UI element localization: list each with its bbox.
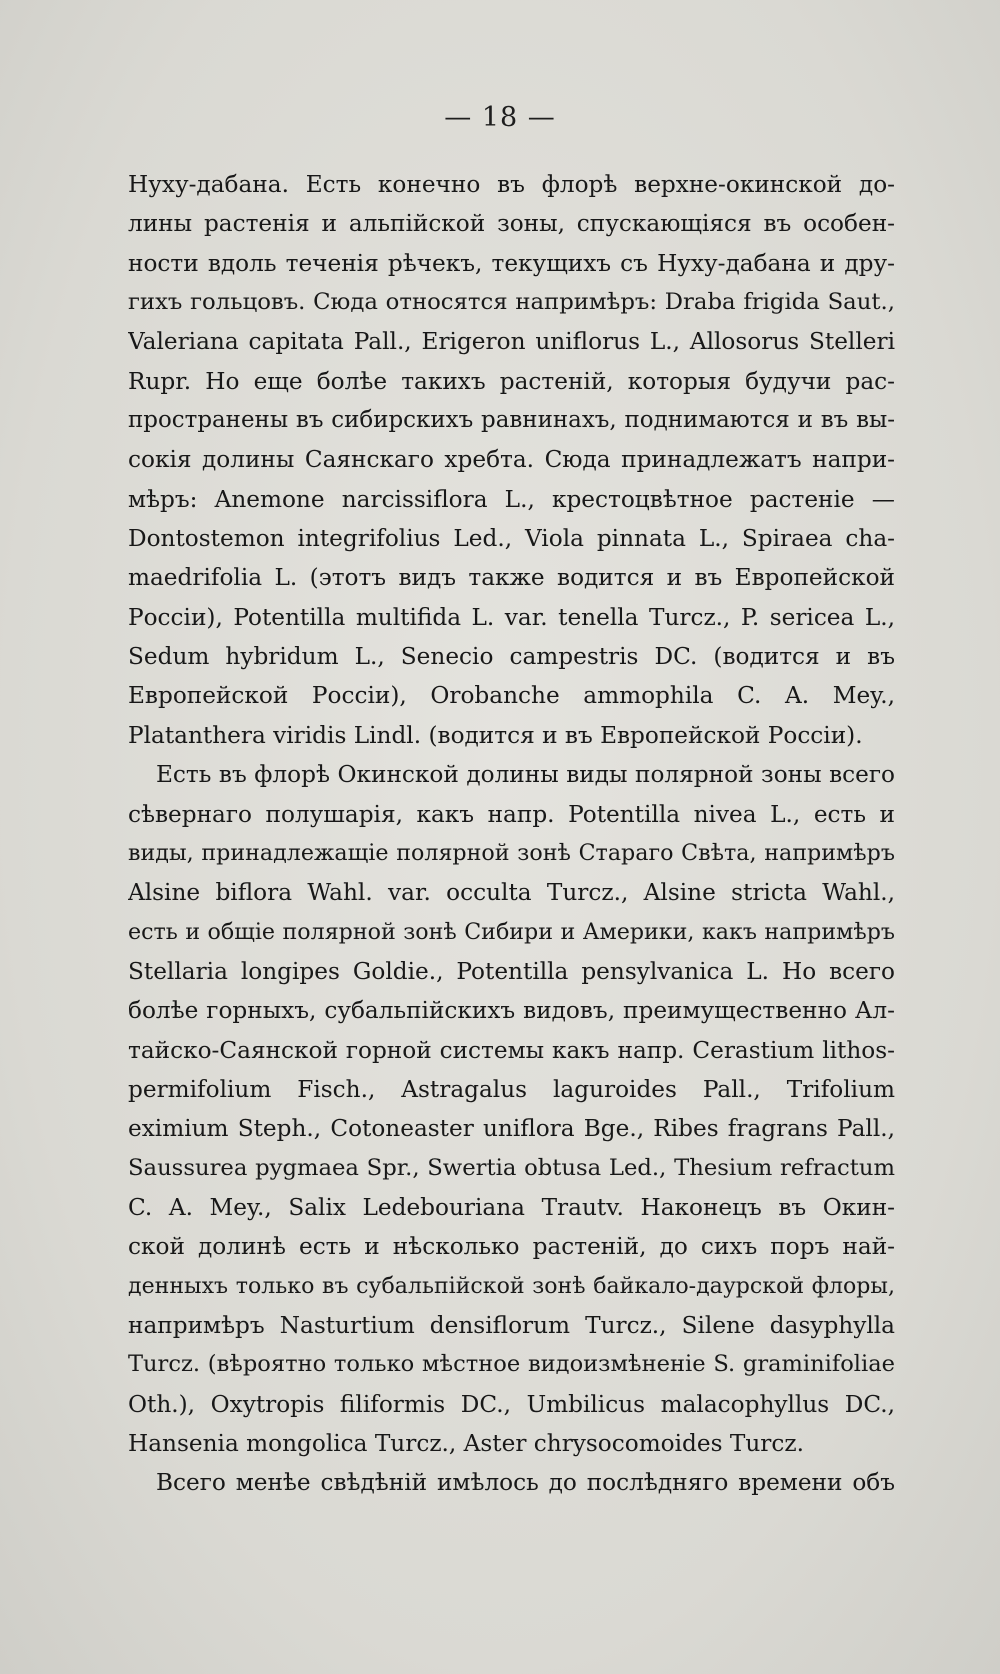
text-line: Hansenia mongolica Turcz., Aster chrysocomoides Turcz. bbox=[128, 1430, 804, 1457]
text-line: Sedum hybridum L., Senecio campestris DC. (водится и въ bbox=[128, 643, 895, 671]
text-line: Dontostemon integrifolius Led., Viola pinnata L., Spiraea cha- bbox=[128, 525, 895, 553]
text-line: сокія долины Саянскаго хребта. Сюда принадлежатъ напри- bbox=[128, 446, 895, 474]
text-line: Oth.), Oxytropis filiformis DC., Umbilicus malacophyllus DC., bbox=[128, 1390, 895, 1418]
text-line: C. A. Mey., Salix Ledebouriana Trautv. Наконецъ въ Окин- bbox=[128, 1193, 895, 1221]
text-line: Нуху-дабана. Есть конечно въ флорѣ верхне-окинской до- bbox=[128, 171, 895, 198]
text-line: пространены въ сибирскихъ равнинахъ, поднимаются и въ вы- bbox=[128, 407, 895, 434]
text-line: ности вдоль теченія рѣчекъ, текущихъ съ Нуху-дабана и дру- bbox=[128, 249, 895, 277]
text-line: Есть въ флорѣ Окинской долины виды полярной зоны всего bbox=[156, 761, 895, 789]
text-line: гихъ гольцовъ. Сюда относятся напримѣръ: Draba frigida Saut., bbox=[128, 289, 895, 316]
body-text bbox=[128, 165, 895, 1503]
page-number: — 18 — bbox=[444, 102, 556, 133]
text-line: есть и общіе полярной зонѣ Сибири и Америки, какъ напримѣръ bbox=[128, 918, 895, 945]
text-line: Европейской Россіи), Orobanche ammophila C. A. Mey., bbox=[128, 682, 895, 710]
text-line: сѣвернаго полушарія, какъ напр. Potentilla nivea L., есть и bbox=[128, 800, 895, 828]
text-line: Saussurea pygmaea Spr., Swertia obtusa Led., Thesium refractum bbox=[128, 1154, 895, 1181]
text-line: Stellaria longipes Goldie., Potentilla pensylvanica L. Но всего bbox=[128, 957, 895, 985]
text-line: Platanthera viridis Lindl. (водится и въ Европейской Россіи). bbox=[128, 721, 863, 749]
text-line: permifolium Fisch., Astragalus laguroides Pall., Trifolium bbox=[128, 1075, 895, 1103]
text-line: напримѣръ Nasturtium densiflorum Turcz., Silene dasyphylla bbox=[128, 1311, 895, 1339]
text-line: мѣръ: Anemone narcissiflora L., крестоцвѣтное растеніе — bbox=[128, 485, 895, 513]
text-line: лины растенія и альпійской зоны, спускающіяся въ особен- bbox=[128, 210, 895, 238]
text-line: ской долинѣ есть и нѣсколько растеній, до сихъ поръ най- bbox=[128, 1233, 895, 1261]
text-line: тайско-Саянской горной системы какъ напр. Cerastium lithos- bbox=[128, 1036, 895, 1064]
text-line: Rupr. Но еще болѣе такихъ растеній, которыя будучи рас- bbox=[128, 367, 895, 395]
text-line: болѣе горныхъ, субальпійскихъ видовъ, преимущественно Ал- bbox=[128, 997, 895, 1025]
text-line: Turcz. (вѣроятно только мѣстное видоизмѣненіе S. graminifoliae bbox=[128, 1351, 895, 1378]
text-line: денныхъ только въ субальпійской зонѣ байкало-даурской флоры, bbox=[128, 1273, 895, 1299]
text-line: maedrifolia L. (этотъ видъ также водится и въ Европейской bbox=[128, 564, 895, 592]
text-line: Россіи), Potentilla multifida L. var. tenella Turcz., P. sericea L., bbox=[128, 603, 895, 631]
text-line: виды, принадлежащіе полярной зонѣ Стараго Свѣта, напримѣръ bbox=[128, 839, 895, 866]
text-line: eximium Steph., Cotoneaster uniflora Bge., Ribes fragrans Pall., bbox=[128, 1115, 895, 1143]
text-line: Valeriana capitata Pall., Erigeron uniflorus L., Allosorus Stelleri bbox=[128, 328, 895, 356]
text-line: Alsine biflora Wahl. var. occulta Turcz., Alsine stricta Wahl., bbox=[128, 879, 895, 907]
text-line: Всего менѣе свѣдѣній имѣлось до послѣдняго времени объ bbox=[156, 1469, 895, 1497]
